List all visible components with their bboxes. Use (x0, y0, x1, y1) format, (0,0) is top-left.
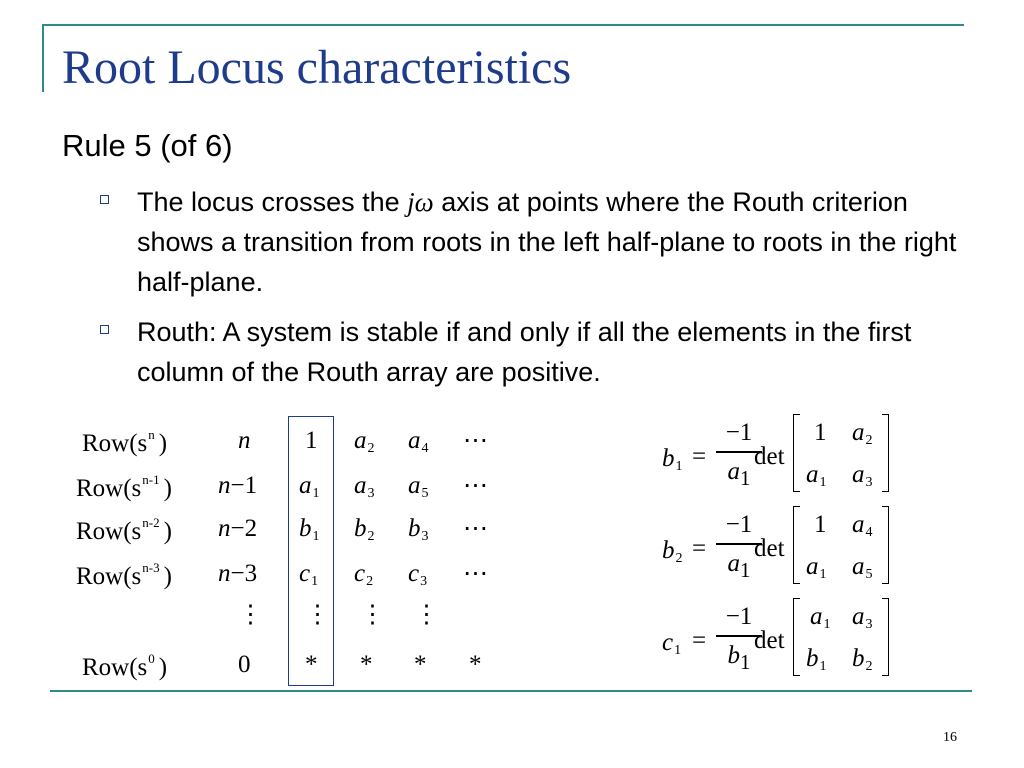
matrix-bracket-right (882, 506, 889, 584)
square-bullet-icon (100, 195, 109, 204)
routh-cell: 1 (305, 427, 318, 454)
routh-cell: ⋮ (360, 601, 385, 628)
matrix-entry: $a_1$ (806, 461, 827, 490)
matrix-entry: $a_2$ (852, 419, 873, 448)
row-order: n (238, 427, 251, 454)
fraction-denominator: $a_1$ (727, 457, 751, 490)
matrix-entry: $a_1$ (810, 603, 831, 632)
routh-cell: $a_3$ (354, 472, 375, 501)
routh-cell: $a_4$ (408, 427, 429, 456)
routh-cell: $a_1$ (299, 472, 320, 501)
fraction-denominator: $a_1$ (727, 549, 751, 582)
matrix-entry: $a_5$ (852, 553, 873, 582)
square-bullet-icon (100, 325, 109, 334)
routh-cell: $a_2$ (354, 427, 375, 456)
bullet-text-after: axis at points where the Routh criterion shows a transition from roots in the left half-plane to roots in the right half-plane. (137, 187, 957, 297)
matrix-entry: $a_3$ (852, 461, 873, 490)
page-number: 16 (943, 730, 957, 745)
equals-sign: = (692, 535, 707, 562)
routh-cell: $c_2$ (354, 560, 374, 589)
fraction-denominator: $b_1$ (727, 641, 751, 674)
bullet-item (137, 312, 967, 392)
routh-cell: $b_1$ (299, 515, 320, 544)
matrix-entry: $a_1$ (806, 553, 827, 582)
matrix-entry: 1 (814, 419, 827, 446)
matrix-bracket-left (793, 506, 800, 584)
det-operator: det (754, 627, 785, 654)
row-order: 0 (238, 651, 251, 678)
routh-cell: ⋮ (305, 601, 330, 628)
bullet-item (137, 182, 967, 302)
routh-cell: $b_2$ (354, 515, 375, 544)
fraction-numerator: −1 (725, 511, 753, 538)
det-operator: det (754, 535, 785, 562)
fraction-numerator: −1 (725, 419, 753, 446)
row-order: ⋮ (238, 601, 263, 628)
row-order: n−2 (218, 515, 258, 542)
row-order: n−3 (218, 560, 258, 587)
equals-sign: = (692, 627, 707, 654)
bottom-rule (50, 690, 972, 692)
matrix-entry: $a_4$ (852, 511, 873, 540)
left-rule (42, 24, 44, 92)
top-rule (42, 24, 964, 26)
first-column-highlight (288, 416, 334, 686)
det-operator: det (754, 443, 785, 470)
matrix-entry: $b_2$ (852, 645, 873, 674)
row-label: $Row(s^n$ ) (82, 427, 168, 457)
formula-lhs: $c_1$ (662, 629, 682, 658)
routh-cell: * (360, 651, 373, 678)
routh-cell: * (305, 651, 318, 678)
row-label: $Row(s^{n-1}$ ) (76, 472, 172, 502)
matrix-entry: 1 (814, 511, 827, 538)
routh-cell: ⋯ (463, 515, 488, 542)
formula-lhs: $b_1$ (662, 445, 683, 474)
formula-lhs: $b_2$ (662, 537, 683, 566)
bullet-text-before: The locus crosses the (137, 187, 408, 217)
matrix-bracket-right (882, 414, 889, 492)
row-label: $Row(s^0$ ) (82, 651, 168, 681)
bullet-text: Routh: A system is stable if and only if all the elements in the first column of the Routh array are positive. (137, 317, 912, 387)
routh-cell: * (414, 651, 427, 678)
j-omega-symbol: jω (407, 187, 434, 217)
matrix-bracket-right (882, 598, 889, 676)
routh-cell: ⋯ (463, 472, 488, 499)
matrix-bracket-left (793, 414, 800, 492)
routh-cell: $c_3$ (408, 560, 428, 589)
routh-cell: ⋯ (463, 560, 488, 587)
matrix-entry: $b_1$ (806, 645, 827, 674)
routh-cell: * (469, 651, 482, 678)
routh-cell: $a_5$ (408, 472, 429, 501)
equals-sign: = (692, 443, 707, 470)
routh-cell: $b_3$ (408, 515, 429, 544)
slide-subtitle: Rule 5 (of 6) (62, 128, 233, 163)
row-order: n−1 (218, 472, 258, 499)
row-label: $Row(s^{n-3}$ ) (76, 560, 172, 590)
matrix-entry: $a_3$ (852, 603, 873, 632)
row-label: $Row(s^{n-2}$ ) (76, 515, 172, 545)
routh-cell: $c_1$ (299, 560, 319, 589)
routh-cell: ⋯ (463, 427, 488, 454)
matrix-bracket-left (793, 598, 800, 676)
fraction-numerator: −1 (725, 603, 753, 630)
slide-title: Root Locus characteristics (62, 41, 572, 94)
routh-cell: ⋮ (414, 601, 439, 628)
